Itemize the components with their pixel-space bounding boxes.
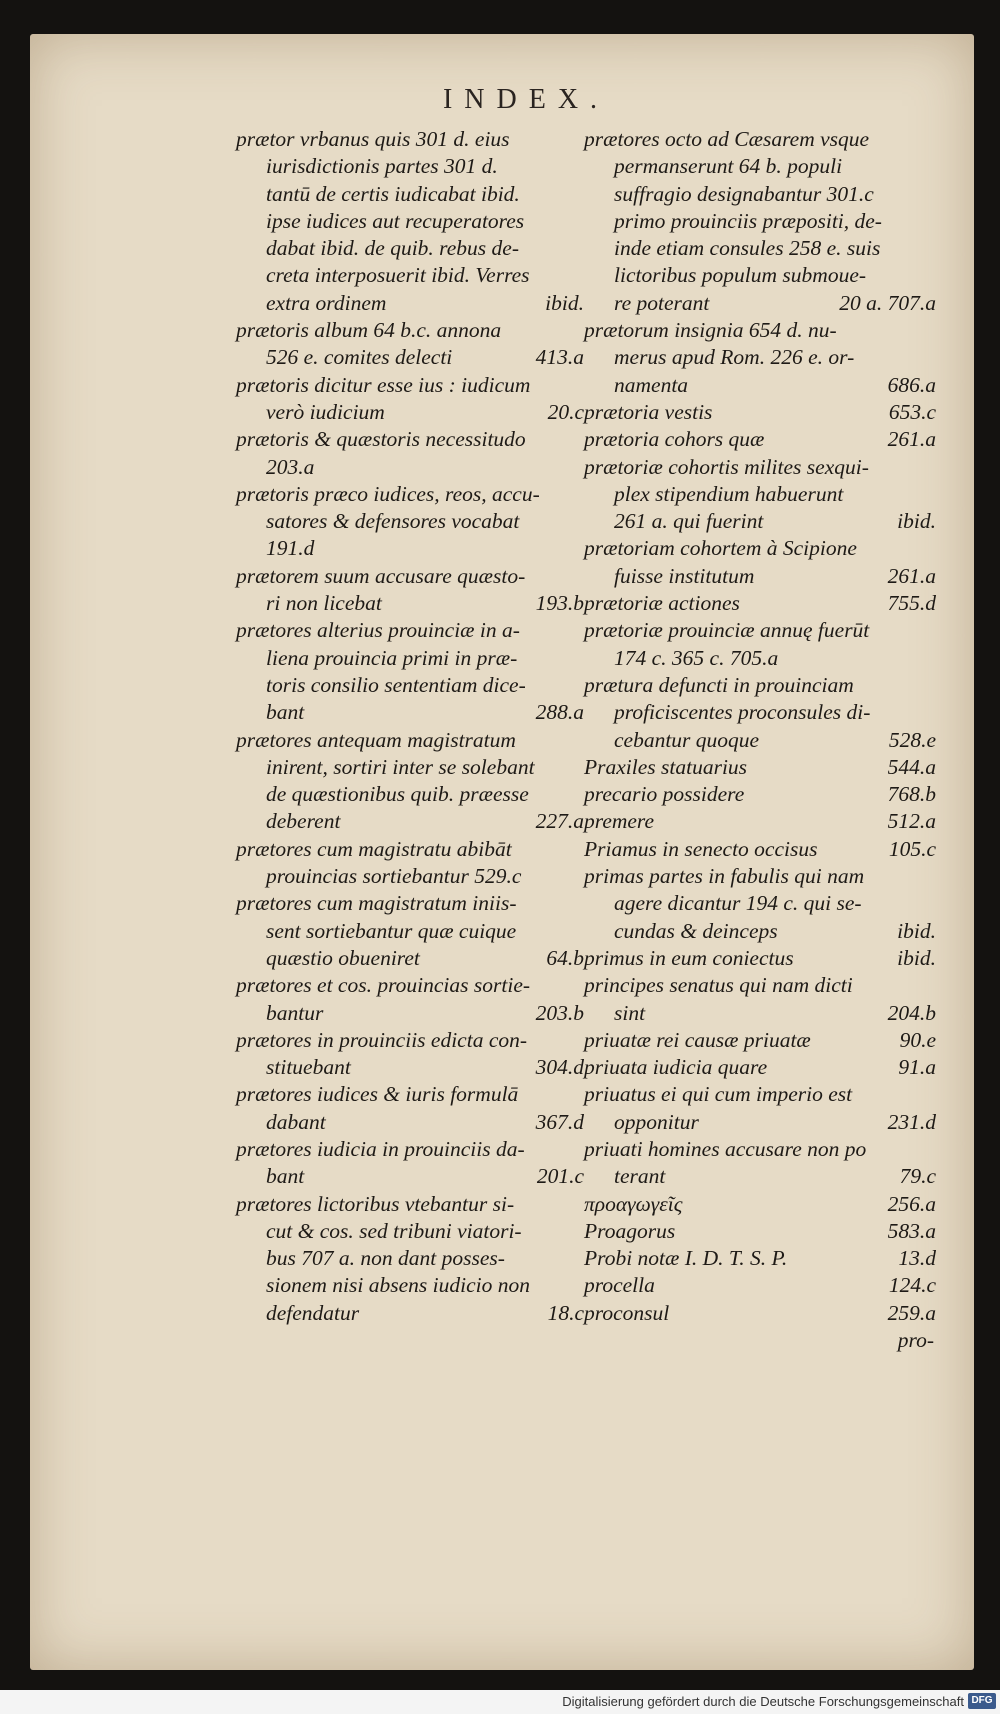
index-page-ref: 512.a bbox=[887, 809, 936, 834]
index-entry-text: 526 e. comites delecti bbox=[266, 345, 453, 370]
index-entry-text: bantur bbox=[266, 1000, 324, 1025]
index-line bbox=[584, 781, 946, 808]
index-page-ref: 18.c bbox=[547, 1300, 584, 1325]
index-line bbox=[584, 672, 946, 699]
index-line bbox=[236, 617, 594, 644]
index-line bbox=[236, 590, 594, 617]
index-entry-text: prætoriæ prouinciæ annuę fuerūt bbox=[584, 618, 870, 643]
index-page-ref: ibid. bbox=[897, 509, 936, 534]
index-line bbox=[584, 590, 946, 617]
index-page-ref: 544.a bbox=[887, 754, 936, 779]
index-line bbox=[584, 454, 946, 481]
index-line bbox=[236, 918, 594, 945]
index-page-ref: 528.e bbox=[888, 727, 936, 752]
index-line bbox=[236, 426, 594, 453]
index-line bbox=[236, 672, 594, 699]
index-line bbox=[236, 1300, 594, 1327]
index-entry-text: defendatur bbox=[266, 1300, 360, 1325]
index-line bbox=[236, 208, 594, 235]
index-column-right bbox=[584, 126, 946, 1354]
index-line bbox=[584, 235, 946, 262]
index-line bbox=[584, 481, 946, 508]
index-line bbox=[236, 1054, 594, 1081]
index-entry-text: Proagorus bbox=[584, 1218, 676, 1243]
dfg-logo: DFG bbox=[968, 1693, 996, 1709]
index-line bbox=[236, 1081, 594, 1108]
index-line bbox=[584, 1245, 946, 1272]
index-entry-text: prætoris album 64 b.c. annona bbox=[236, 318, 502, 343]
index-page-ref: 259.a bbox=[887, 1300, 936, 1325]
index-entry-text: liena prouincia primi in præ- bbox=[266, 645, 518, 670]
index-entry-text: procella bbox=[584, 1273, 655, 1298]
index-line bbox=[584, 1136, 946, 1163]
index-entry-text: sint bbox=[614, 1000, 646, 1025]
index-line bbox=[584, 1272, 946, 1299]
index-line bbox=[236, 945, 594, 972]
index-entry-text: prætores antequam magistratum bbox=[236, 727, 516, 752]
index-line bbox=[236, 481, 594, 508]
index-line bbox=[236, 1218, 594, 1245]
index-line bbox=[236, 1191, 594, 1218]
index-entry-text: toris consilio sententiam dice- bbox=[266, 672, 526, 697]
index-entry-text: priuati homines accusare non po bbox=[584, 1136, 867, 1161]
index-page-ref: 64.b bbox=[546, 945, 584, 970]
index-line bbox=[236, 372, 594, 399]
index-line bbox=[584, 535, 946, 562]
index-page-ref: 20.c bbox=[547, 399, 584, 424]
index-entry-text: prætoria vestis bbox=[584, 399, 713, 424]
index-entry-text: plex stipendium habuerunt bbox=[614, 481, 844, 506]
index-line bbox=[584, 208, 946, 235]
index-entry-text: tantū de certis iudicabat ibid. bbox=[266, 181, 520, 206]
index-entry-text: bant bbox=[266, 1164, 305, 1189]
index-line bbox=[584, 426, 946, 453]
index-entry-text: primo prouinciis præpositi, de- bbox=[614, 208, 882, 233]
index-line bbox=[236, 645, 594, 672]
index-entry-text: prætores lictoribus vtebantur si- bbox=[236, 1191, 515, 1216]
index-entry-text: terant bbox=[614, 1164, 666, 1189]
index-entry-text: 261 a. qui fuerint bbox=[614, 509, 764, 534]
index-line bbox=[236, 890, 594, 917]
index-page-ref: 256.a bbox=[887, 1191, 936, 1216]
index-line bbox=[236, 1109, 594, 1136]
index-entry-text: re poterant bbox=[614, 290, 710, 315]
index-page-ref: 227.a bbox=[535, 809, 584, 834]
index-line bbox=[584, 1027, 946, 1054]
index-page-ref: ibid. bbox=[545, 290, 584, 315]
index-page-ref: 261.a bbox=[887, 563, 936, 588]
index-page-ref: 653.c bbox=[888, 399, 936, 424]
index-entry-text: cundas & deinceps bbox=[614, 918, 778, 943]
index-line bbox=[236, 781, 594, 808]
index-line bbox=[584, 727, 946, 754]
index-line bbox=[584, 1218, 946, 1245]
index-page-ref: 288.a bbox=[535, 700, 584, 725]
index-entry-text: 191.d bbox=[266, 536, 315, 561]
index-entry-text: prætoria cohors quæ bbox=[584, 427, 765, 452]
index-entry-text: inirent, sortiri inter se solebant bbox=[266, 754, 535, 779]
index-line bbox=[584, 1054, 946, 1081]
index-line bbox=[236, 1245, 594, 1272]
index-line bbox=[236, 808, 594, 835]
index-line bbox=[584, 317, 946, 344]
index-entry-text: namenta bbox=[614, 372, 689, 397]
index-page-ref: 768.b bbox=[887, 782, 936, 807]
index-line bbox=[236, 727, 594, 754]
index-entry-text: prætoriam cohortem à Scipione bbox=[584, 536, 857, 561]
index-entry-text: verò iudicium bbox=[266, 399, 385, 424]
index-page-ref: 231.d bbox=[887, 1109, 936, 1134]
index-page-ref: 203.b bbox=[535, 1000, 584, 1025]
index-line bbox=[584, 836, 946, 863]
index-entry-text: premere bbox=[584, 809, 655, 834]
index-line bbox=[236, 290, 594, 317]
index-entry-text: prætorum insignia 654 d. nu- bbox=[584, 318, 837, 343]
index-line bbox=[236, 754, 594, 781]
index-entry-text: opponitur bbox=[614, 1109, 699, 1134]
index-entry-text: fuisse institutum bbox=[614, 563, 755, 588]
index-line bbox=[236, 699, 594, 726]
index-entry-text: Probi notæ I. D. T. S. P. bbox=[584, 1246, 788, 1271]
index-page-ref: ibid. bbox=[897, 945, 936, 970]
index-entry-text: prætoris præco iudices, reos, accu- bbox=[236, 481, 540, 506]
index-entry-text: prætores iudices & iuris formulā bbox=[236, 1082, 519, 1107]
index-entry-text: prætores iudicia in prouinciis da- bbox=[236, 1136, 525, 1161]
page-header: INDEX. bbox=[442, 84, 610, 115]
index-entry-text: Praxiles statuarius bbox=[584, 754, 748, 779]
index-entry-text: precario possidere bbox=[584, 782, 745, 807]
footer-bar bbox=[0, 1690, 1000, 1714]
index-line bbox=[236, 454, 594, 481]
index-line bbox=[584, 508, 946, 535]
index-page-ref: 201.c bbox=[536, 1164, 584, 1189]
index-entry-text: permanserunt 64 b. populi bbox=[614, 154, 843, 179]
index-line bbox=[236, 344, 594, 371]
index-line bbox=[584, 153, 946, 180]
index-line bbox=[236, 235, 594, 262]
index-line bbox=[584, 945, 946, 972]
index-entry-text: bant bbox=[266, 700, 305, 725]
index-entry-text: prætorem suum accusare quæsto- bbox=[236, 563, 526, 588]
index-line bbox=[236, 535, 594, 562]
index-entry-text: prætura defuncti in prouinciam bbox=[584, 672, 854, 697]
index-entry-text: prætores alterius prouinciæ in a- bbox=[236, 618, 520, 643]
index-entry-text: prætoris dicitur esse ius : iudicum bbox=[236, 372, 531, 397]
index-page-ref: 413.a bbox=[535, 345, 584, 370]
index-entry-text: lictoribus populum submoue- bbox=[614, 263, 867, 288]
index-line bbox=[584, 126, 946, 153]
index-entry-text: prætoriæ cohortis milites sexqui- bbox=[584, 454, 869, 479]
index-line bbox=[236, 153, 594, 180]
index-entry-text: deberent bbox=[266, 809, 341, 834]
index-line bbox=[584, 890, 946, 917]
index-entry-text: dabat ibid. de quib. rebus de- bbox=[266, 236, 519, 261]
index-line bbox=[584, 754, 946, 781]
index-line bbox=[584, 1109, 946, 1136]
index-line bbox=[236, 972, 594, 999]
index-entry-text: priuata iudicia quare bbox=[584, 1055, 768, 1080]
index-entry-text: 203.a bbox=[266, 454, 315, 479]
index-column-left bbox=[236, 126, 594, 1327]
index-line bbox=[584, 1191, 946, 1218]
index-entry-text: primus in eum coniectus bbox=[584, 945, 794, 970]
index-entry-text: agere dicantur 194 c. qui se- bbox=[614, 891, 862, 916]
index-line bbox=[236, 399, 594, 426]
index-entry-text: bus 707 a. non dant posses- bbox=[266, 1246, 505, 1271]
index-page-ref: 755.d bbox=[887, 591, 936, 616]
index-line bbox=[236, 1000, 594, 1027]
index-line bbox=[584, 699, 946, 726]
index-line bbox=[236, 262, 594, 289]
index-line bbox=[236, 1163, 594, 1190]
index-line bbox=[584, 1081, 946, 1108]
index-entry-text: principes senatus qui nam dicti bbox=[584, 973, 853, 998]
book-page bbox=[30, 34, 974, 1670]
index-line bbox=[236, 508, 594, 535]
index-line bbox=[584, 563, 946, 590]
index-entry-text: ipse iudices aut recuperatores bbox=[266, 208, 525, 233]
index-entry-text: primas partes in fabulis qui nam bbox=[584, 864, 865, 889]
index-entry-text: creta interposuerit ibid. Verres bbox=[266, 263, 530, 288]
index-line bbox=[236, 126, 594, 153]
index-entry-text: Priamus in senecto occisus bbox=[584, 836, 818, 861]
index-entry-text: prætores cum magistratum iniis- bbox=[236, 891, 517, 916]
index-line bbox=[236, 563, 594, 590]
index-line bbox=[236, 317, 594, 344]
index-entry-text: sent sortiebantur quæ cuique bbox=[266, 918, 517, 943]
index-entry-text: ri non licebat bbox=[266, 591, 382, 616]
index-entry-text: extra ordinem bbox=[266, 290, 387, 315]
index-entry-text: proficiscentes proconsules di- bbox=[614, 700, 871, 725]
index-page-ref: 686.a bbox=[887, 372, 936, 397]
index-entry-text: de quæstionibus quib. præesse bbox=[266, 782, 529, 807]
index-entry-text: prætoriæ actiones bbox=[584, 591, 740, 616]
index-entry-text: cut & cos. sed tribuni viatori- bbox=[266, 1218, 522, 1243]
index-line bbox=[584, 1300, 946, 1327]
index-entry-text: prætores et cos. prouincias sortie- bbox=[236, 973, 531, 998]
index-entry-text: quæstio obueniret bbox=[266, 945, 420, 970]
index-line bbox=[584, 1163, 946, 1190]
index-page-ref: 20 a. 707.a bbox=[839, 290, 936, 315]
index-line bbox=[236, 863, 594, 890]
index-entry-text: προαγωγεῖς bbox=[584, 1191, 683, 1216]
index-line bbox=[584, 372, 946, 399]
index-entry-text: prætor vrbanus quis 301 d. eius bbox=[236, 127, 510, 151]
index-line bbox=[584, 808, 946, 835]
index-page-ref: 261.a bbox=[887, 427, 936, 452]
index-entry-text: prætores octo ad Cæsarem vsque bbox=[584, 127, 870, 151]
index-entry-text: satores & defensores vocabat bbox=[266, 509, 520, 534]
index-line bbox=[236, 836, 594, 863]
index-line bbox=[584, 645, 946, 672]
index-entry-text: inde etiam consules 258 e. suis bbox=[614, 236, 881, 261]
index-line bbox=[236, 1027, 594, 1054]
index-entry-text: merus apud Rom. 226 e. or- bbox=[614, 345, 855, 370]
index-entry-text: 174 c. 365 c. 705.a bbox=[614, 645, 779, 670]
index-entry-text: dabant bbox=[266, 1109, 326, 1134]
index-line bbox=[584, 1000, 946, 1027]
index-page-ref: 193.b bbox=[535, 591, 584, 616]
index-line bbox=[584, 290, 946, 317]
index-entry-text: suffragio designabantur 301.c bbox=[614, 181, 874, 206]
index-page-ref: 204.b bbox=[887, 1000, 936, 1025]
index-line bbox=[584, 863, 946, 890]
index-entry-text: proconsul bbox=[584, 1300, 670, 1325]
index-line bbox=[584, 918, 946, 945]
index-entry-text: stituebant bbox=[266, 1055, 351, 1080]
index-page-ref: 304.d bbox=[535, 1055, 584, 1080]
index-line bbox=[236, 1136, 594, 1163]
index-page-ref: ibid. bbox=[897, 918, 936, 943]
index-page-ref: 124.c bbox=[888, 1273, 936, 1298]
footer-credit: Digitalisierung gefördert durch die Deutsche Forschungsgemeinschaft bbox=[562, 1694, 964, 1709]
index-page-ref: 91.a bbox=[898, 1055, 936, 1080]
index-page-ref: 90.e bbox=[899, 1027, 936, 1052]
index-line bbox=[584, 617, 946, 644]
index-line bbox=[584, 972, 946, 999]
index-line bbox=[236, 1272, 594, 1299]
index-entry-text: priuatæ rei causæ priuatæ bbox=[584, 1027, 811, 1052]
index-entry-text: cebantur quoque bbox=[614, 727, 760, 752]
catchword: pro- bbox=[897, 1328, 934, 1353]
index-entry-text: prætoris & quæstoris necessitudo bbox=[236, 427, 526, 452]
index-line bbox=[584, 344, 946, 371]
index-entry-text: sionem nisi absens iudicio non bbox=[266, 1273, 530, 1298]
index-page-ref: 79.c bbox=[899, 1164, 936, 1189]
index-page-ref: 13.d bbox=[898, 1246, 936, 1271]
index-entry-text: priuatus ei qui cum imperio est bbox=[584, 1082, 853, 1107]
index-page-ref: 367.d bbox=[535, 1109, 584, 1134]
index-line bbox=[584, 399, 946, 426]
index-line bbox=[584, 262, 946, 289]
index-line bbox=[584, 181, 946, 208]
index-entry-text: prouincias sortiebantur 529.c bbox=[266, 864, 522, 889]
index-page-ref: 105.c bbox=[888, 836, 936, 861]
index-line bbox=[236, 181, 594, 208]
index-page-ref: 583.a bbox=[887, 1218, 936, 1243]
index-entry-text: prætores in prouinciis edicta con- bbox=[236, 1027, 528, 1052]
index-entry-text: iurisdictionis partes 301 d. bbox=[266, 154, 498, 179]
index-entry-text: prætores cum magistratu abibāt bbox=[236, 836, 512, 861]
